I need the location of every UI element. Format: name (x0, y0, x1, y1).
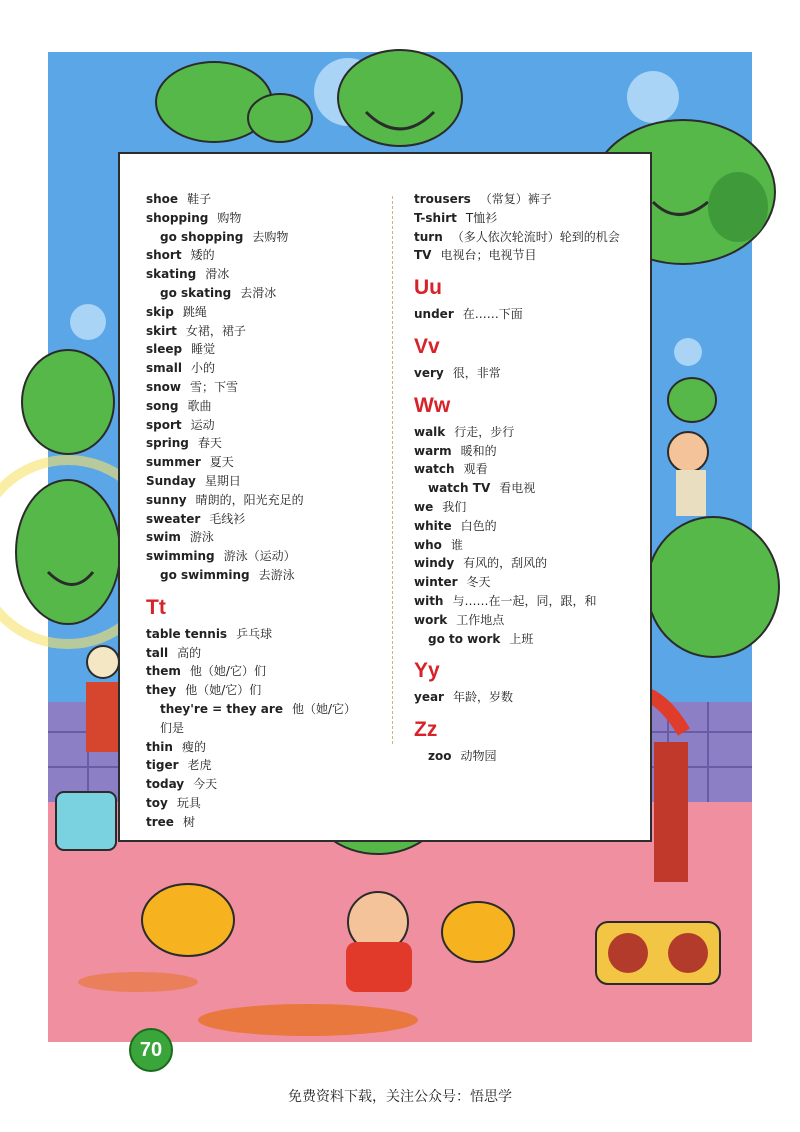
english-word: windy (414, 556, 455, 571)
english-word: T-shirt (414, 210, 457, 225)
vocab-entry (146, 528, 356, 547)
vocab-entry (146, 510, 356, 529)
english-word: we (414, 499, 434, 514)
chinese-meaning: 老虎 (187, 758, 212, 773)
chinese-meaning: 电视台；电视节目 (440, 248, 537, 263)
chinese-meaning: 动物园 (460, 749, 497, 764)
letter-heading: Ww (414, 393, 451, 417)
english-word: table tennis (146, 626, 228, 641)
vocab-entry (414, 747, 620, 766)
chinese-meaning: 游泳（运动） (223, 549, 296, 564)
english-word: them (146, 664, 181, 679)
vocab-entry (146, 700, 356, 719)
vocab-entry (146, 775, 356, 794)
vocab-entry (414, 364, 620, 383)
chinese-meaning: 晴朗的，阳光充足的 (195, 492, 304, 507)
chinese-meaning: 他（她/它）们 (189, 664, 266, 679)
english-word: go to work (428, 631, 501, 646)
vocab-entry (146, 397, 356, 416)
vocab-entry (146, 265, 356, 284)
vocab-entry (414, 498, 620, 517)
chinese-meaning: 矮的 (190, 248, 215, 263)
footer-note: 免费资料下载，关注公众号：悟思学 (288, 1089, 512, 1105)
vocab-entry (146, 625, 356, 644)
english-word: they (146, 683, 177, 698)
chinese-meaning: 去游泳 (258, 567, 295, 582)
english-word: sport (146, 417, 182, 432)
vocab-entry (146, 209, 356, 228)
english-word: trousers (414, 192, 471, 206)
english-word: tree (146, 814, 174, 829)
vocab-entry (414, 592, 620, 611)
vocab-entry (146, 284, 356, 303)
vocab-entry (146, 434, 356, 453)
english-word: song (146, 398, 179, 413)
vocab-entry (414, 554, 620, 573)
chinese-meaning: 玩具 (176, 795, 201, 810)
vocab-entry (414, 209, 620, 228)
english-word: skirt (146, 323, 177, 338)
english-word: sunny (146, 492, 187, 507)
chinese-meaning: 我们 (442, 499, 467, 514)
english-word: turn (414, 229, 443, 244)
english-word: sleep (146, 342, 183, 357)
vocab-entry (146, 756, 356, 775)
left-column (146, 190, 356, 832)
vocab-entry (146, 472, 356, 491)
english-word: zoo (428, 749, 452, 764)
right-column (414, 190, 620, 766)
chinese-meaning: 上班 (509, 631, 534, 646)
english-word: go swimming (160, 567, 250, 582)
chinese-meaning: （多人依次轮流时）轮到的机会 (451, 229, 620, 244)
vocab-entry (414, 190, 620, 209)
vocab-entry (146, 813, 356, 832)
english-word: go skating (160, 285, 232, 300)
vocab-entry (146, 681, 356, 700)
chinese-meaning: 他（她/它） (291, 701, 356, 716)
chinese-meaning: 滑冰 (205, 267, 230, 282)
chinese-meaning: 乒乓球 (236, 626, 273, 641)
chinese-meaning: 谁 (450, 537, 463, 552)
vocab-entry (146, 359, 356, 378)
chinese-meaning: 运动 (190, 417, 215, 432)
column-divider (392, 196, 393, 744)
vocab-entry (414, 246, 620, 265)
chinese-meaning: 瘦的 (181, 739, 206, 754)
chinese-meaning: 在……下面 (462, 307, 523, 322)
english-word: watch (414, 462, 455, 477)
chinese-meaning: 看电视 (499, 481, 536, 496)
vocab-entry (414, 460, 620, 479)
chinese-meaning: 毛线衫 (209, 511, 246, 526)
english-word: spring (146, 436, 189, 451)
chinese-meaning: 年龄，岁数 (452, 690, 513, 705)
chinese-meaning: 今天 (193, 777, 218, 792)
english-word: Sunday (146, 473, 196, 488)
chinese-meaning: 观看 (463, 462, 488, 477)
vocab-entry (146, 547, 356, 566)
vocab-entry (146, 322, 356, 341)
vocab-entry (414, 573, 620, 592)
english-word: TV (414, 248, 432, 263)
vocab-entry (146, 303, 356, 322)
chinese-meaning: 睡觉 (191, 342, 216, 357)
english-word: skating (146, 267, 197, 282)
chinese-meaning: 他（她/它）们 (185, 683, 262, 698)
letter-heading: Uu (414, 276, 442, 300)
english-word: white (414, 518, 452, 533)
english-word: shoe (146, 192, 179, 206)
chinese-meaning: 很，非常 (452, 365, 501, 380)
letter-heading: Vv (414, 334, 440, 358)
vocab-entry (414, 423, 620, 442)
page-number: 70 (129, 1028, 173, 1072)
vocab-entry (146, 340, 356, 359)
vocab-entry (414, 517, 620, 536)
chinese-meaning: 雪；下雪 (190, 379, 239, 394)
chinese-meaning: 跳绳 (182, 304, 207, 319)
english-word: toy (146, 795, 168, 810)
vocab-entry (414, 228, 620, 247)
english-word: tiger (146, 758, 179, 773)
english-word: walk (414, 424, 446, 439)
chinese-meaning: 工作地点 (456, 612, 505, 627)
chinese-meaning: 去滑冰 (240, 285, 277, 300)
chinese-meaning: 去购物 (252, 229, 289, 244)
english-word: watch TV (428, 481, 491, 496)
english-word: who (414, 537, 442, 552)
chinese-meaning: 高的 (177, 645, 202, 660)
english-word: very (414, 365, 444, 380)
vocab-entry (146, 246, 356, 265)
english-word: small (146, 361, 182, 376)
vocab-entry (146, 453, 356, 472)
vocab-entry (414, 305, 620, 324)
chinese-meaning: 星期日 (204, 473, 241, 488)
chinese-meaning: 春天 (197, 436, 222, 451)
chinese-meaning: 树 (182, 814, 195, 829)
vocab-entry (414, 479, 620, 498)
chinese-meaning: 行走，步行 (454, 424, 515, 439)
chinese-meaning: 购物 (217, 210, 242, 225)
vocab-entry (146, 190, 356, 209)
chinese-meaning: 鞋子 (187, 192, 212, 206)
english-word: summer (146, 455, 201, 470)
english-word: with (414, 593, 444, 608)
english-word: swimming (146, 549, 215, 564)
vocab-entry (146, 662, 356, 681)
chinese-meaning: 游泳 (189, 530, 214, 545)
vocab-entry (414, 536, 620, 555)
vocab-entry (146, 491, 356, 510)
english-word: snow (146, 379, 182, 394)
vocab-entry (146, 794, 356, 813)
chinese-meaning: 暖和的 (460, 443, 497, 458)
english-word: thin (146, 739, 173, 754)
vocab-entry (414, 630, 620, 649)
english-word: sweater (146, 511, 201, 526)
vocab-entry (146, 378, 356, 397)
vocab-entry (414, 611, 620, 630)
chinese-meaning: （常复）裤子 (479, 192, 552, 206)
vocab-entry (146, 416, 356, 435)
english-word: tall (146, 645, 169, 660)
english-word: shopping (146, 210, 209, 225)
english-word: winter (414, 575, 458, 590)
vocabulary-panel (118, 152, 652, 842)
chinese-meaning: 冬天 (466, 575, 491, 590)
chinese-meaning: T恤衫 (465, 210, 498, 225)
vocab-entry (414, 688, 620, 707)
english-word: go shopping (160, 229, 244, 244)
english-word: today (146, 777, 185, 792)
chinese-meaning: 白色的 (460, 518, 497, 533)
english-word: year (414, 690, 444, 705)
chinese-meaning: 女裙，裙子 (185, 323, 246, 338)
english-word: they're = they are (160, 701, 283, 716)
english-word: warm (414, 443, 452, 458)
vocab-entry (146, 738, 356, 757)
english-word: swim (146, 530, 181, 545)
chinese-meaning: 小的 (190, 361, 215, 376)
vocab-entry (146, 644, 356, 663)
vocab-entry (146, 566, 356, 585)
chinese-meaning: 歌曲 (187, 398, 212, 413)
letter-heading: Zz (414, 718, 438, 742)
english-word: under (414, 307, 454, 322)
vocab-entry (146, 228, 356, 247)
letter-heading: Tt (146, 595, 166, 619)
english-word: skip (146, 304, 174, 319)
english-word: work (414, 612, 448, 627)
chinese-meaning: 有风的，刮风的 (463, 556, 548, 571)
vocab-entry (414, 442, 620, 461)
entry-continuation: 们是 (160, 720, 185, 735)
letter-heading: Yy (414, 659, 440, 683)
chinese-meaning: 与……在一起，同，跟，和 (452, 593, 597, 608)
english-word: short (146, 248, 182, 263)
chinese-meaning: 夏天 (209, 455, 234, 470)
